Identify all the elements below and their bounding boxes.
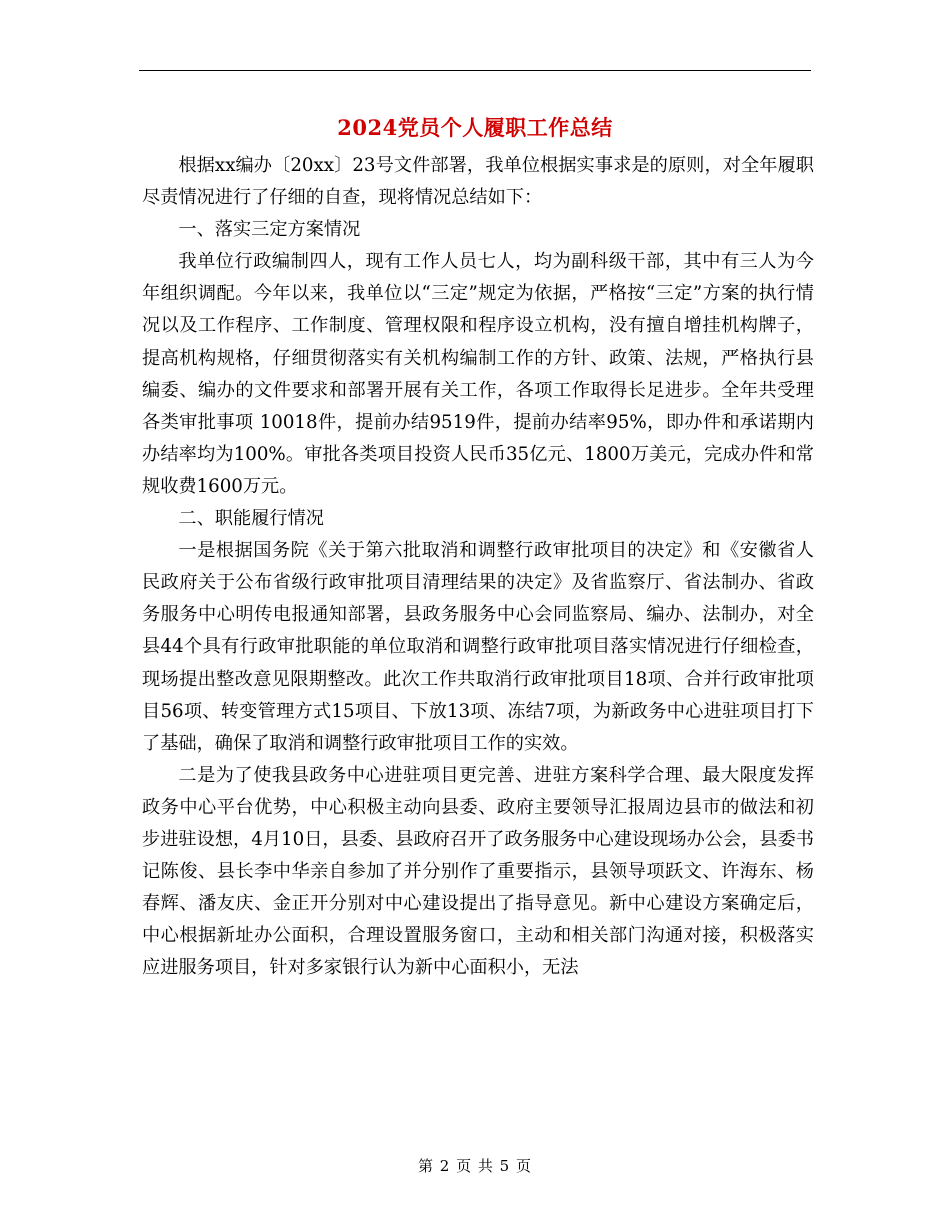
paragraph-section-1: 我单位行政编制四人，现有工作人员七人，均为副科级干部，其中有三人为今年组织调配。今年以来，我单位以“三定”规定为依据，严格按“三定”方案的执行情况以及工作程序、工作制度、管理权限和程序设立机构，没有擅自增挂机构牌子，提高机构规格，仔细贯彻落实有关机构编制工作的方针、政策、法规，严格执行县编委、编办的文件要求和部署开展有关工作，各项工作取得长足进步。全年共受理各类审批事项 10018件，提前办结9519件，提前办结率95%，即办件和承诺期内办结率均为100%。审批各类项目投资人民币35亿元、1800万美元，完成办件和常规收费1600万元。 xyxy=(142,251,814,497)
header-rule xyxy=(139,70,811,71)
paragraph-item-2: 二是为了使我县政务中心进驻项目更完善、进驻方案科学合理、最大限度发挥政务中心平台优势，中心积极主动向县委、政府主要领导汇报周边县市的做法和初步进驻设想，4月10日，县委、县政府召开了政务服务中心建设现场办公会，县委书记陈俊、县长李中华亲自参加了并分别作了重要指示，县领导项跃文、许海东、杨春辉、潘友庆、金正开分别对中心建设提出了指导意见。新中心建设方案确定后，中心根据新址办公面积，合理设置服务窗口，主动和相关部门沟通对接，积极落实应进服务项目，针对多家银行认为新中心面积小，无法 xyxy=(142,764,814,979)
paragraph-item-1: 一是根据国务院《关于第六批取消和调整行政审批项目的决定》和《安徽省人民政府关于公布省级行政审批项目清理结果的决定》及省监察厅、省法制办、省政务服务中心明传电报通知部署，县政务服务中心会同监察局、编办、法制办，对全县44个具有行政审批职能的单位取消和调整行政审批项目落实情况进行仔细检查，现场提出整改意见限期整改。此次工作共取消行政审批项目18项、合并行政审批项目56项、转变管理方式15项目、下放13项、冻结7项，为新政务中心进驻项目打下了基础，确保了取消和调整行政审批项目工作的实效。 xyxy=(142,540,814,754)
document-title: 2024党员个人履职工作总结 xyxy=(337,115,613,140)
document-body xyxy=(142,150,814,984)
paragraph-intro: 根据xx编办〔20xx〕23号文件部署，我单位根据实事求是的原则，对全年履职尽责情况进行了仔细的自查，现将情况总结如下： xyxy=(142,155,814,209)
section-heading-1: 一、落实三定方案情况 xyxy=(178,219,361,241)
section-heading-2: 二、职能履行情况 xyxy=(178,508,324,530)
page-footer: 第 2 页 共 5 页 xyxy=(418,1157,532,1175)
